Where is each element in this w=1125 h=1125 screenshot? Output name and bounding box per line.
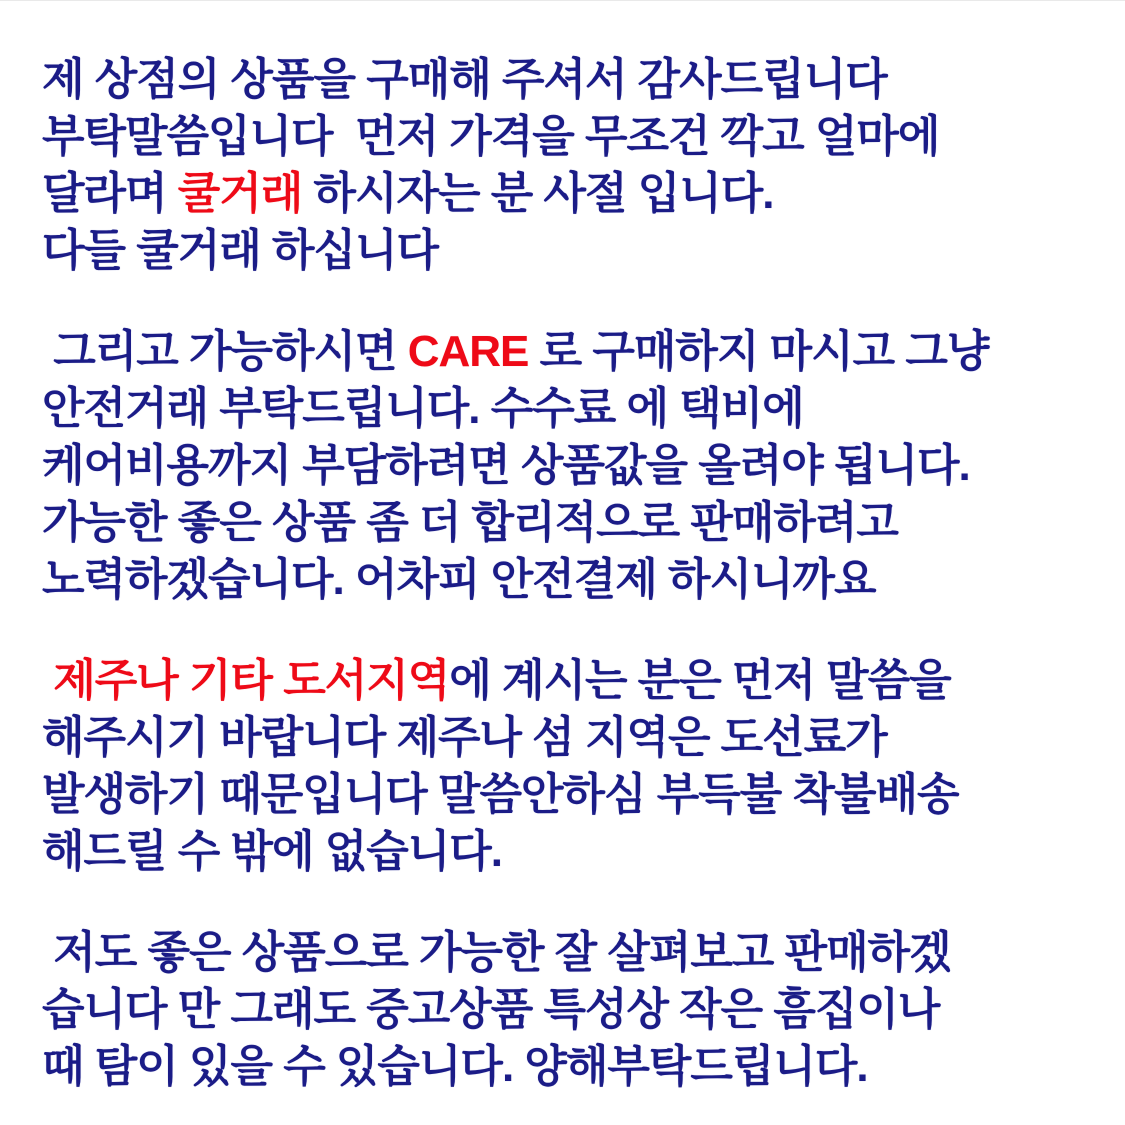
body-text: 노력하겠습니다. 어차피 안전결제 하시니까요 — [42, 555, 876, 604]
text-line — [42, 709, 1095, 766]
text-line — [42, 165, 1095, 222]
text-line — [42, 652, 1095, 709]
paragraph — [42, 51, 1095, 279]
highlight-text: 제주나 기타 도서지역 — [53, 656, 450, 705]
body-text: 해주시기 바랍니다 제주나 섬 지역은 도선료가 — [42, 713, 887, 762]
text-line — [42, 766, 1095, 823]
body-text: 습니다 만 그래도 중고상품 특성상 작은 흠집이나 — [42, 985, 940, 1034]
text-line — [42, 981, 1095, 1038]
text-line — [42, 551, 1095, 608]
body-text: 에 계시는 분은 먼저 말씀을 — [449, 656, 951, 705]
text-line — [42, 51, 1095, 108]
body-text: 하시자는 분 사절 입니다. — [302, 169, 774, 218]
text-line — [42, 437, 1095, 494]
paragraph — [42, 652, 1095, 880]
body-text: 발생하기 때문입니다 말씀안하심 부득불 착불배송 — [42, 770, 959, 819]
notice-text — [42, 51, 1095, 1095]
paragraph — [42, 323, 1095, 608]
body-text: 부탁말씀입니다 먼저 가격을 무조건 깍고 얼마에 — [42, 112, 940, 161]
body-text: 케어비용까지 부담하려면 상품값을 올려야 됩니다. — [42, 441, 970, 490]
text-line — [42, 1038, 1095, 1095]
body-text: 달라며 — [42, 169, 178, 218]
text-line — [42, 823, 1095, 880]
body-text: 안전거래 부탁드립니다. 수수료 에 택비에 — [42, 384, 804, 433]
text-line — [42, 108, 1095, 165]
text-line — [42, 494, 1095, 551]
highlight-text: CARE — [407, 327, 529, 376]
body-text: 로 구매하지 마시고 그냥 — [528, 327, 989, 376]
body-text: 저도 좋은 상품으로 가능한 잘 살펴보고 판매하겠 — [42, 928, 951, 977]
text-line — [42, 222, 1095, 279]
body-text: 제 상점의 상품을 구매해 주셔서 감사드립니다 — [42, 55, 887, 104]
body-text: 때 탐이 있을 수 있습니다. 양해부탁드립니다. — [42, 1042, 868, 1091]
body-text: 가능한 좋은 상품 좀 더 합리적으로 판매하려고 — [42, 498, 898, 547]
text-line — [42, 924, 1095, 981]
body-text: 해드릴 수 밖에 없습니다. — [42, 827, 502, 876]
highlight-text: 쿨거래 — [177, 169, 303, 218]
body-text: 그리고 가능하시면 — [42, 327, 408, 376]
text-line — [42, 380, 1095, 437]
paragraph — [42, 924, 1095, 1095]
body-text — [42, 656, 53, 705]
text-line — [42, 323, 1095, 380]
body-text: 다들 쿨거래 하십니다 — [42, 226, 438, 275]
